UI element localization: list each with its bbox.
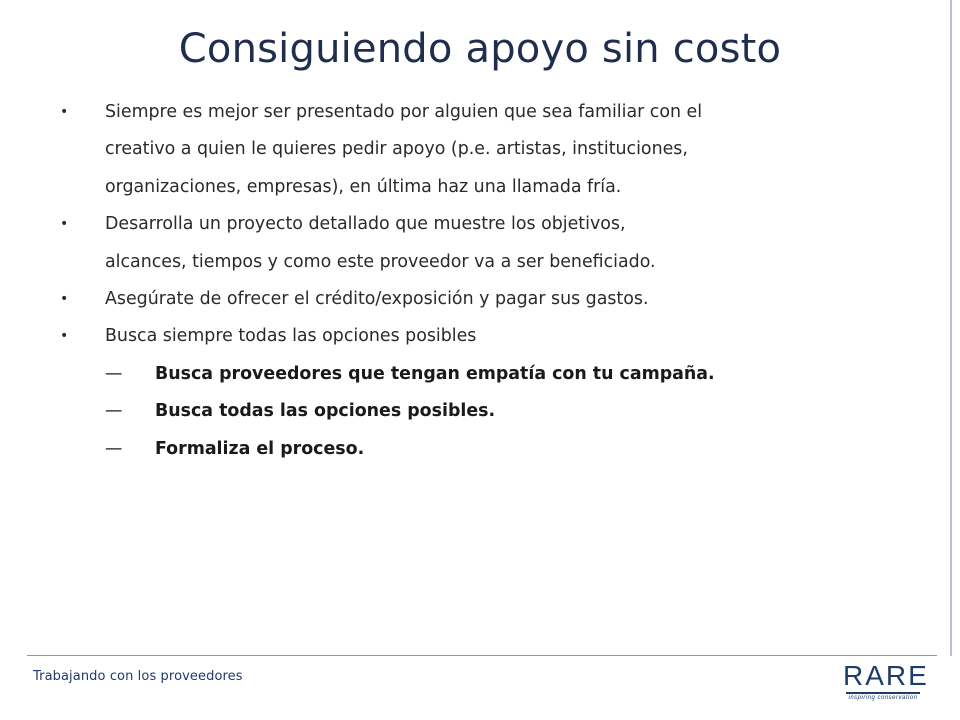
footer-label: Trabajando con los proveedores <box>33 669 243 684</box>
sub-item-text: Busca todas las opciones posibles. <box>155 401 496 422</box>
bullet-line: Desarrolla un proyecto detallado que muestre los objetivos, <box>105 214 626 235</box>
slide-title: Consiguiendo apoyo sin costo <box>178 26 782 72</box>
bullet-line: alcances, tiempos y como este proveedor va a ser beneficiado. <box>105 251 656 272</box>
sub-item-3 <box>60 431 920 468</box>
bullet-item-3 <box>60 281 920 318</box>
bullet-line: creativo a quien le quieres pedir apoyo (p.e. artistas, instituciones, <box>105 139 688 160</box>
bullet-item-2 <box>60 206 920 281</box>
logo-wordmark: RARE <box>843 660 929 691</box>
bullet-line: Busca siempre todas las opciones posibles <box>105 326 477 347</box>
sub-item-text: Formaliza el proceso. <box>155 438 365 459</box>
rare-logo <box>843 660 929 710</box>
dash-marker: — <box>105 363 123 384</box>
bullet-item-1 <box>60 94 920 206</box>
footer-divider <box>27 655 937 656</box>
bullet-marker: • <box>60 104 69 120</box>
bullet-marker: • <box>60 216 69 233</box>
bullet-item-4 <box>60 318 920 355</box>
sub-item-2 <box>60 393 920 430</box>
bullet-marker: • <box>60 291 69 308</box>
dash-marker: — <box>105 401 123 422</box>
right-edge-rule <box>950 0 952 656</box>
dash-marker: — <box>105 438 123 459</box>
slide-body <box>60 94 920 468</box>
sub-item-text: Busca proveedores que tengan empatía con tu campaña. <box>155 363 715 384</box>
sub-item-1 <box>60 356 920 393</box>
bullet-line: Siempre es mejor ser presentado por alguien que sea familiar con el <box>105 102 703 122</box>
bullet-line: organizaciones, empresas), en última haz una llamada fría. <box>105 176 622 197</box>
bullet-marker: • <box>60 328 69 345</box>
bullet-line: Asegúrate de ofrecer el crédito/exposición y pagar sus gastos. <box>105 289 649 310</box>
logo-tagline: inspiring conservation <box>848 695 918 701</box>
